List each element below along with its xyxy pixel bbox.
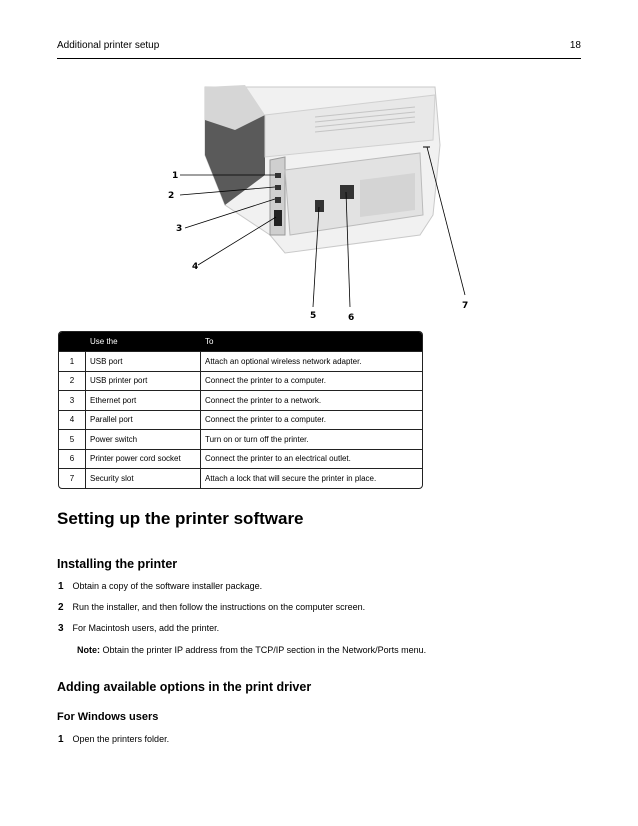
table-row xyxy=(59,390,422,410)
options-step-1 xyxy=(58,734,169,745)
table-row xyxy=(59,410,422,430)
ports-table xyxy=(58,331,423,489)
row-to: Connect the printer to a network. xyxy=(200,390,422,410)
row-number: 7 xyxy=(59,468,85,488)
row-to: Connect the printer to a computer. xyxy=(200,371,422,391)
step-number: 1 xyxy=(58,734,64,745)
header-title: Additional printer setup xyxy=(57,40,160,51)
table-row xyxy=(59,351,422,371)
install-step-2 xyxy=(58,602,365,613)
row-to: Turn on or turn off the printer. xyxy=(200,429,422,449)
step-text: Obtain a copy of the software installer package. xyxy=(72,581,263,591)
step-text: Run the installer, and then follow the instructions on the computer screen. xyxy=(72,602,366,612)
callout-6: 6 xyxy=(348,313,355,323)
row-to: Attach a lock that will secure the printer in place. xyxy=(200,468,422,488)
step-number: 3 xyxy=(58,623,64,634)
row-number: 5 xyxy=(59,429,85,449)
row-use: Printer power cord socket xyxy=(85,449,200,469)
row-number: 6 xyxy=(59,449,85,469)
table-row xyxy=(59,429,422,449)
install-step-1 xyxy=(58,581,262,592)
row-use: Ethernet port xyxy=(85,390,200,410)
table-header-row xyxy=(59,332,422,351)
printer-rear-drawing xyxy=(165,85,475,325)
callout-3: 3 xyxy=(176,224,183,234)
table-row xyxy=(59,449,422,469)
step-text: Open the printers folder. xyxy=(72,734,170,744)
row-number: 1 xyxy=(59,351,85,371)
column-header-to: To xyxy=(200,332,422,351)
page-number: 18 xyxy=(569,40,581,51)
callout-2: 2 xyxy=(168,191,175,201)
windows-users-heading: For Windows users xyxy=(57,711,159,723)
options-heading: Adding available options in the print driver xyxy=(57,680,312,694)
installing-heading: Installing the printer xyxy=(57,557,178,571)
note xyxy=(77,645,426,655)
column-header-use: Use the xyxy=(85,332,200,351)
row-use: Parallel port xyxy=(85,410,200,430)
callout-1: 1 xyxy=(172,171,179,181)
row-number: 4 xyxy=(59,410,85,430)
section-title: Setting up the printer software xyxy=(57,509,304,528)
install-step-3 xyxy=(58,623,219,634)
step-number: 2 xyxy=(58,602,64,613)
row-use: USB port xyxy=(85,351,200,371)
row-to: Connect the printer to an electrical outlet. xyxy=(200,449,422,469)
page-header xyxy=(57,40,581,59)
column-header-number xyxy=(59,332,85,351)
row-to: Connect the printer to a computer. xyxy=(200,410,422,430)
table-row xyxy=(59,371,422,391)
row-use: USB printer port xyxy=(85,371,200,391)
callout-4: 4 xyxy=(192,262,199,272)
row-use: Power switch xyxy=(85,429,200,449)
note-text: Obtain the printer IP address from the TCP/IP section in the Network/Ports menu. xyxy=(100,645,427,655)
row-use: Security slot xyxy=(85,468,200,488)
note-label: Note: xyxy=(77,645,100,655)
printer-rear-illustration xyxy=(165,85,475,325)
row-number: 2 xyxy=(59,371,85,391)
step-text: For Macintosh users, add the printer. xyxy=(72,623,220,633)
row-to: Attach an optional wireless network adapter. xyxy=(200,351,422,371)
step-number: 1 xyxy=(58,581,64,592)
row-number: 3 xyxy=(59,390,85,410)
table-row xyxy=(59,468,422,488)
callout-7: 7 xyxy=(462,301,469,311)
callout-5: 5 xyxy=(310,311,317,321)
